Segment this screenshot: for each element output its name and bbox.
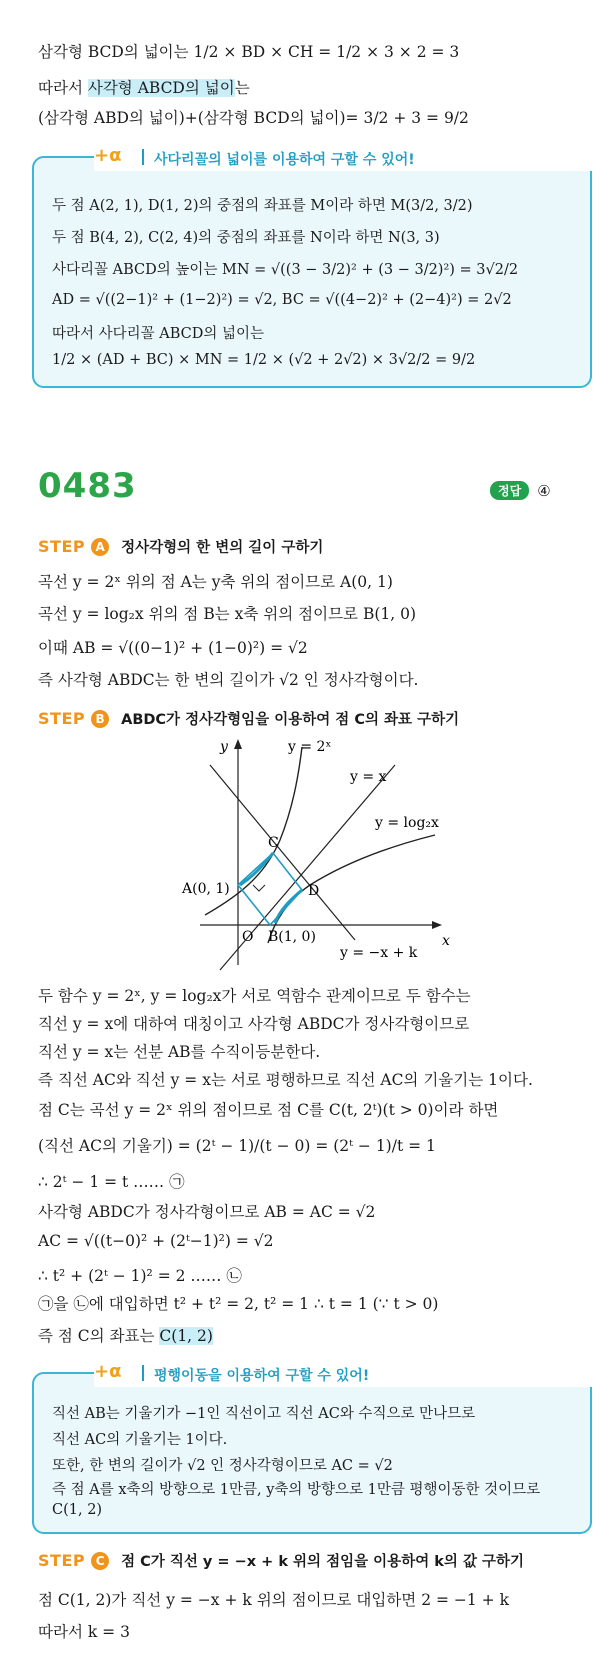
- y-axis-label: y: [220, 739, 228, 755]
- step-a-line: 곡선 y = log₂x 위의 점 B는 x축 위의 점이므로 B(1, 0): [38, 605, 417, 623]
- x-axis-label: x: [442, 933, 450, 949]
- tip-header: [94, 145, 594, 171]
- step-a-line: 이때 AB = √((0−1)² + (1−0)²) = √2: [38, 639, 308, 657]
- text-prefix: 즉 점 C의 좌표는: [38, 1327, 160, 1345]
- problem-number: 0483: [38, 466, 137, 506]
- divider: [142, 149, 144, 165]
- label-log-curve: y = log₂x: [375, 815, 439, 831]
- step-label: STEP: [38, 1551, 86, 1570]
- curve-log: [268, 835, 435, 943]
- area-abcd-intro: [38, 76, 250, 98]
- step-b-line: ∴ t² + (2ᵗ − 1)² = 2 …… ㉡: [38, 1267, 242, 1285]
- tip-title: 평행이동을 이용하여 구할 수 있어!: [154, 1368, 370, 1384]
- highlighted-phrase: 사각형 ABCD의 넓이: [87, 79, 235, 97]
- step-b-line: 두 함수 y = 2ˣ, y = log₂x가 서로 역함수 관계이므로 두 함수는: [38, 987, 471, 1005]
- step-b-line: (직선 AC의 기울기) = (2ᵗ − 1)/(t − 0) = (2ᵗ − 1)/t = 1: [38, 1137, 436, 1155]
- tip-line: 직선 AB는 기울기가 −1인 직선이고 직선 AC와 수직으로 만나므로: [52, 1406, 476, 1422]
- step-letter-badge: A: [91, 538, 109, 556]
- step-a-line: 곡선 y = 2ˣ 위의 점 A는 y축 위의 점이므로 A(0, 1): [38, 573, 393, 591]
- step-c-line: 점 C(1, 2)가 직선 y = −x + k 위의 점이므로 대입하면 2 = −1 + k: [38, 1591, 509, 1609]
- highlighted-answer: C(1, 2): [159, 1327, 213, 1345]
- tip-line: AD = √((2−1)² + (1−2)²) = √2, BC = √((4−2)² + (2−4)²) = 2√2: [52, 292, 512, 308]
- text-prefix: 따라서: [38, 79, 88, 97]
- graph-figure: [180, 735, 480, 975]
- divider: [142, 1365, 144, 1381]
- tip-line: C(1, 2): [52, 1502, 103, 1518]
- step-b-line: 직선 y = x에 대하여 대칭이고 사각형 ABDC가 정사각형이므로: [38, 1015, 470, 1033]
- step-label: STEP: [38, 709, 86, 728]
- tip-line: 따라서 사다리꼴 ABCD의 넓이는: [52, 326, 265, 342]
- answer-value: ④: [537, 481, 551, 500]
- tip-line: 즉 점 A를 x축의 방향으로 1만큼, y축의 방향으로 1만큼 평행이동한 것이므로: [52, 1482, 541, 1498]
- tip-line: 또한, 한 변의 길이가 √2 인 정사각형이므로 AC = √2: [52, 1458, 393, 1474]
- tip-line: 1/2 × (AD + BC) × MN = 1/2 × (√2 + 2√2) × 3√2/2 = 9/2: [52, 352, 476, 368]
- area-bcd-line: 삼각형 BCD의 넓이는 1/2 × BD × CH = 1/2 × 3 × 2 = 3: [38, 43, 460, 61]
- step-b-line: 사각형 ABDC가 정사각형이므로 AB = AC = √2: [38, 1203, 376, 1221]
- tip-line: 사다리꼴 ABCD의 높이는 MN = √((3 − 3/2)² + (3 − 3/2)²) = 3√2/2: [52, 262, 519, 278]
- label-point-b: B(1, 0): [268, 929, 316, 945]
- tip-header: [94, 1361, 594, 1387]
- x-axis-arrow-icon: [432, 921, 442, 929]
- label-point-c: C: [268, 835, 279, 851]
- step-c-line: 따라서 k = 3: [38, 1623, 130, 1641]
- tip-title: 사다리꼴의 넓이를 이용하여 구할 수 있어!: [154, 152, 415, 168]
- step-b-conclusion: [38, 1324, 213, 1346]
- step-b-line: ㉠을 ㉡에 대입하면 t² + t² = 2, t² = 1 ∴ t = 1 (∵ t > 0): [38, 1295, 439, 1313]
- tip-line: 두 점 B(4, 2), C(2, 4)의 중점의 좌표를 N이라 하면 N(3, 3): [52, 230, 440, 246]
- step-b-line: ∴ 2ᵗ − 1 = t …… ㉠: [38, 1173, 185, 1191]
- step-title: ABDC가 정사각형임을 이용하여 점 C의 좌표 구하기: [121, 712, 460, 728]
- step-letter-badge: B: [91, 710, 109, 728]
- step-b-line: 점 C는 곡선 y = 2ˣ 위의 점이므로 점 C를 C(t, 2ᵗ)(t > 0)이라 하면: [38, 1101, 499, 1119]
- label-exp-curve: y = 2ˣ: [288, 739, 332, 755]
- y-axis-arrow-icon: [234, 739, 242, 749]
- tip-line: 두 점 A(2, 1), D(1, 2)의 중점의 좌표를 M이라 하면 M(3/2, 3/2): [52, 198, 473, 214]
- step-b-line: 직선 y = x는 선분 AB를 수직이등분한다.: [38, 1043, 321, 1061]
- step-a-line: 즉 사각형 ABDC는 한 변의 길이가 √2 인 정사각형이다.: [38, 671, 419, 689]
- label-point-d: D: [308, 883, 320, 899]
- step-b-header: [38, 708, 459, 729]
- step-title: 점 C가 직선 y = −x + k 위의 점임을 이용하여 k의 값 구하기: [121, 1554, 525, 1570]
- tip-box-translation: [32, 1361, 592, 1534]
- step-b-line: AC = √((t−0)² + (2ᵗ−1)²) = √2: [38, 1232, 274, 1250]
- step-c-header: [38, 1550, 524, 1571]
- area-sum-line: (삼각형 ABD의 넓이)+(삼각형 BCD의 넓이)= 3/2 + 3 = 9/2: [38, 109, 469, 127]
- step-b-line: 즉 직선 AC와 직선 y = x는 서로 평행하므로 직선 AC의 기울기는 1이다.: [38, 1071, 533, 1089]
- label-point-a: A(0, 1): [182, 881, 230, 897]
- tip-box-trapezoid: [32, 145, 592, 388]
- answer-badge-group: [490, 481, 551, 500]
- line-neg-x-plus-k: [210, 765, 355, 940]
- step-letter-badge: C: [91, 1552, 109, 1570]
- plus-alpha-icon: +α: [94, 1361, 122, 1382]
- tip-line: 직선 AC의 기울기는 1이다.: [52, 1432, 228, 1448]
- step-title: 정사각형의 한 변의 길이 구하기: [121, 540, 324, 556]
- label-y-equals-x: y = x: [350, 769, 387, 785]
- plus-alpha-icon: +α: [94, 145, 122, 166]
- right-angle-mark: [253, 885, 265, 891]
- answer-badge: 정답: [490, 481, 529, 500]
- step-label: STEP: [38, 537, 86, 556]
- label-origin: O: [242, 929, 254, 945]
- text-suffix: 는: [234, 79, 250, 97]
- label-neg-line: y = −x + k: [340, 945, 418, 961]
- step-a-header: [38, 536, 323, 557]
